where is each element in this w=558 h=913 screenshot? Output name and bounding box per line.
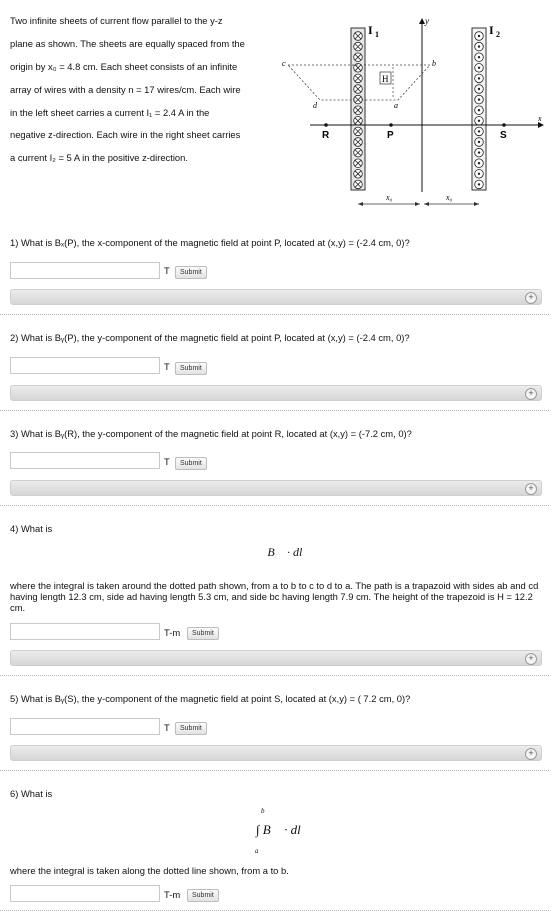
question-1-submit-button[interactable]: Submit: [175, 266, 207, 279]
label-i2-sub: 2: [496, 30, 500, 39]
label-x: x: [538, 114, 542, 123]
expand-icon[interactable]: +: [525, 388, 537, 400]
wire-dot-mark: [478, 88, 480, 90]
point-s: [502, 123, 506, 127]
question-5-hint-bar[interactable]: [10, 745, 542, 761]
wire-dot-mark: [478, 35, 480, 37]
label-i1-sub: 1: [375, 30, 379, 39]
question-4-text: 4) What is: [10, 523, 53, 534]
wire-dot-mark: [478, 109, 480, 111]
intro-line: plane as shown. The sheets are equally spaced from the: [10, 38, 245, 50]
wire-dot-mark: [478, 98, 480, 100]
intro-line: origin by x₀ = 4.8 cm. Each sheet consists of an infinite: [10, 61, 238, 73]
question-2-hint-bar[interactable]: [10, 385, 542, 401]
question-5-submit-button[interactable]: Submit: [175, 722, 207, 735]
wire-dot-mark: [478, 151, 480, 153]
question-6-submit-button[interactable]: Submit: [187, 889, 219, 902]
question-6-upper-limit: b: [261, 807, 265, 815]
question-2-text: 2) What is Bᵧ(P), the y-component of the magnetic field at point P, located at (x,y) = (-2.4 cm, 0)?: [10, 332, 410, 343]
wire-dot-mark: [478, 141, 480, 143]
intro-line: a current I₂ = 5 A in the positive z-direction.: [10, 152, 188, 164]
right-sheet-wires: [475, 32, 484, 189]
wire-dot-mark: [478, 77, 480, 79]
intro-line: in the left sheet carries a current I₁ = 2.4 A in the: [10, 106, 210, 118]
question-5-text: 5) What is Bᵧ(S), the y-component of the magnetic field at point S, located at (x,y) = ( 7.2 cm, 0)?: [10, 693, 411, 704]
expand-icon[interactable]: +: [525, 748, 537, 760]
intro-line: Two infinite sheets of current flow parallel to the y-z: [10, 15, 223, 27]
intro-line: negative z-direction. Each wire in the right sheet carries: [10, 129, 241, 141]
divider: [0, 910, 549, 911]
problem-statement: [10, 4, 272, 175]
question-4-unit: T-m: [164, 627, 181, 638]
label-h: H: [382, 74, 389, 84]
wire-dot-mark: [478, 173, 480, 175]
divider: [0, 505, 549, 506]
label-i1: I: [368, 23, 373, 37]
label-x0-left: x₀: [386, 193, 393, 202]
label-i2: I: [489, 23, 494, 37]
question-4-answer-input[interactable]: [10, 623, 160, 640]
left-sheet-wires: [354, 32, 363, 189]
label-a: a: [394, 101, 398, 110]
question-1-unit: T: [164, 265, 170, 276]
expand-icon[interactable]: +: [525, 483, 537, 495]
question-3-text: 3) What is Bᵧ(R), the y-component of the magnetic field at point R, located at (x,y) = (-7.2 cm, 0)?: [10, 428, 412, 439]
question-6-formula: ∫ B⃗ · dl⃗: [256, 822, 311, 837]
expand-icon[interactable]: +: [525, 653, 537, 665]
question-6-text: 6) What is: [10, 788, 53, 799]
wire-dot-mark: [478, 162, 480, 164]
question-2-unit: T: [164, 361, 170, 372]
label-x0-right: x₀: [446, 193, 453, 202]
label-s: S: [500, 130, 507, 141]
intro-line: array of wires with a density n = 17 wires/cm. Each wire: [10, 83, 241, 95]
expand-icon[interactable]: +: [525, 292, 537, 304]
divider: [0, 410, 549, 411]
point-p: [389, 123, 393, 127]
question-6-answer-input[interactable]: [10, 885, 160, 902]
question-6-description: where the integral is taken along the dotted line shown, from a to b.: [10, 865, 289, 876]
question-1-hint-bar[interactable]: [10, 289, 542, 305]
question-3-answer-input[interactable]: [10, 452, 160, 469]
label-d: d: [313, 101, 317, 110]
divider: [0, 675, 549, 676]
point-r: [324, 123, 328, 127]
divider: [0, 770, 549, 771]
question-1-text: 1) What is Bₓ(P), the x-component of the magnetic field at point P, located at (x,y) = (-2.4 cm, 0)?: [10, 237, 410, 248]
current-sheets-diagram: [280, 14, 550, 214]
wire-dot-mark: [478, 45, 480, 47]
wire-dot-mark: [478, 67, 480, 69]
question-3-submit-button[interactable]: Submit: [175, 457, 207, 470]
wire-dot-mark: [478, 183, 480, 185]
label-y: y: [425, 16, 429, 26]
label-p: P: [387, 130, 394, 141]
question-6-lower-limit: a: [255, 847, 259, 855]
question-4-description: where the integral is taken around the dotted path shown, from a to b to c to d to a. The path is a trapazoid with sides ab and cd having length 12.3 cm, side ad having length 5.3 cm, and side bc having length 7.9 cm. The height of the trapezoid is H = 12.2 cm.: [10, 580, 539, 613]
question-4-submit-button[interactable]: Submit: [187, 627, 219, 640]
question-5-answer-input[interactable]: [10, 718, 160, 735]
question-3-unit: T: [164, 456, 170, 467]
question-4-hint-bar[interactable]: [10, 650, 542, 666]
question-1-answer-input[interactable]: [10, 262, 160, 279]
question-3-hint-bar[interactable]: [10, 480, 542, 496]
divider: [0, 314, 549, 315]
question-2-answer-input[interactable]: [10, 357, 160, 374]
question-6-unit: T-m: [164, 889, 181, 900]
question-2-submit-button[interactable]: Submit: [175, 362, 207, 375]
wire-dot-mark: [478, 120, 480, 122]
label-c: c: [282, 59, 286, 68]
label-b: b: [432, 59, 436, 68]
wire-dot-mark: [478, 56, 480, 58]
wire-dot-mark: [478, 130, 480, 132]
question-4-formula: ∮ B⃗ · dl⃗: [255, 545, 312, 559]
question-5-unit: T: [164, 722, 170, 733]
label-r: R: [322, 130, 330, 141]
